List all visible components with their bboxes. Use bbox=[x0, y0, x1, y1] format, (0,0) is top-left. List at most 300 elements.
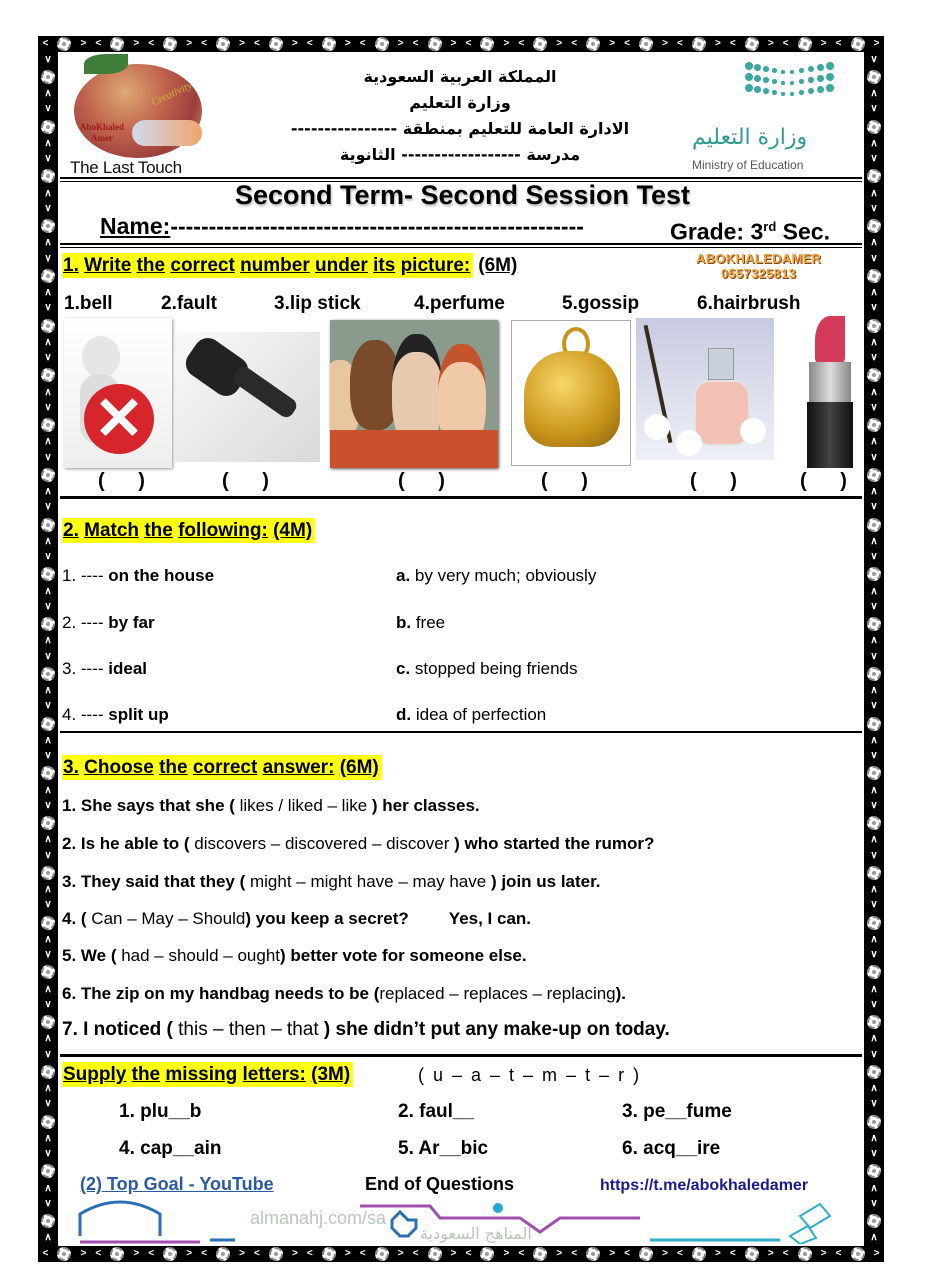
definition-letter: a. bbox=[396, 566, 411, 585]
heading-word: Write bbox=[84, 255, 132, 276]
missing-letters-item-4[interactable]: 4. cap__ain bbox=[119, 1138, 222, 1159]
chevron-ornament-icon: ∧ bbox=[870, 983, 878, 995]
flower-ornament-icon bbox=[867, 1115, 881, 1129]
flower-ornament-icon bbox=[867, 120, 881, 134]
chevron-ornament-icon: ∧ bbox=[870, 1182, 878, 1194]
answer-blank-3[interactable]: ( ) bbox=[398, 470, 459, 492]
answer-options[interactable]: replaced – replaces – replacing bbox=[379, 984, 616, 1003]
chevron-ornament-icon: > bbox=[820, 1248, 827, 1259]
chevron-ornament-icon: < bbox=[95, 1248, 102, 1259]
chevron-ornament-icon: > bbox=[450, 1248, 457, 1259]
question-1 bbox=[62, 795, 480, 816]
flower-ornament-icon bbox=[41, 816, 55, 830]
chevron-ornament-icon: ∧ bbox=[44, 1232, 52, 1244]
logo-tagline: The Last Touch bbox=[70, 158, 182, 177]
flower-ornament-icon bbox=[867, 319, 881, 333]
chevron-ornament-icon: ∨ bbox=[870, 998, 878, 1010]
flower-ornament-icon bbox=[867, 418, 881, 432]
question-text: 3. They said that they ( bbox=[62, 872, 246, 891]
heading-word: Choose bbox=[84, 757, 154, 778]
chevron-ornament-icon: ∨ bbox=[44, 1148, 52, 1160]
flower-ornament-icon bbox=[41, 518, 55, 532]
site-watermark: almanahj.com/sa bbox=[250, 1208, 387, 1228]
chevron-ornament-icon: ∧ bbox=[44, 486, 52, 498]
chevron-ornament-icon: ∨ bbox=[870, 650, 878, 662]
heading-word: Supply bbox=[63, 1064, 127, 1085]
sample-answer: Yes, I can. bbox=[448, 909, 532, 928]
chevron-ornament-icon: < bbox=[412, 1248, 419, 1259]
chevron-ornament-icon: ∨ bbox=[44, 53, 52, 65]
definition-text: stopped being friends bbox=[410, 659, 578, 678]
question-text: ) her classes. bbox=[371, 796, 480, 815]
chevron-ornament-icon: < bbox=[782, 38, 789, 49]
chevron-ornament-icon: > bbox=[133, 38, 140, 49]
flower-ornament-icon bbox=[41, 916, 55, 930]
flower-ornament-icon bbox=[867, 518, 881, 532]
site-watermark-arabic: المناهج السعودية bbox=[420, 1224, 532, 1243]
heading-word: Match bbox=[84, 520, 140, 541]
flower-ornament-icon bbox=[41, 667, 55, 681]
chevron-ornament-icon: ∧ bbox=[44, 88, 52, 100]
gossip-picture bbox=[330, 320, 498, 468]
chevron-ornament-icon: ∨ bbox=[870, 899, 878, 911]
perfume-cap-icon bbox=[708, 348, 734, 380]
chevron-ornament-icon: ∨ bbox=[870, 153, 878, 165]
chevron-ornament-icon: ∨ bbox=[870, 302, 878, 314]
answer-options[interactable]: Can – May – Should bbox=[86, 909, 246, 928]
heading-word: 3. bbox=[63, 757, 79, 778]
ministry-dot-icon bbox=[781, 81, 785, 85]
chevron-ornament-icon: ∧ bbox=[870, 137, 878, 149]
question-text: ) join us later. bbox=[490, 872, 601, 891]
match-term-num: 1. ---- bbox=[62, 566, 104, 585]
flower-ornament-icon bbox=[798, 1247, 812, 1261]
chevron-ornament-icon: ∨ bbox=[44, 1197, 52, 1209]
chevron-ornament-icon: ∨ bbox=[44, 949, 52, 961]
chevron-ornament-icon: ∧ bbox=[870, 88, 878, 100]
chevron-ornament-icon: ∨ bbox=[870, 949, 878, 961]
ministry-dots-icon bbox=[745, 62, 835, 112]
question-text: ) better vote for someone else. bbox=[280, 946, 527, 965]
chevron-ornament-icon: < bbox=[624, 1248, 630, 1259]
chevron-ornament-icon: > bbox=[715, 38, 721, 49]
diamond-ornament-icon bbox=[790, 1204, 830, 1244]
match-term-num: 2. ---- bbox=[62, 613, 104, 632]
flower-ornament-icon bbox=[867, 667, 881, 681]
flower-ornament-icon bbox=[533, 1247, 547, 1261]
flower-ornament-icon bbox=[41, 468, 55, 482]
flower-ornament-icon bbox=[41, 1015, 55, 1029]
chevron-ornament-icon: ∧ bbox=[870, 535, 878, 547]
letters-pool: ( u – a – t – m – t – r ) bbox=[418, 1065, 642, 1085]
question-text: 1. She says that she ( bbox=[62, 796, 235, 815]
chevron-ornament-icon: > bbox=[715, 1248, 721, 1259]
chevron-ornament-icon: ∧ bbox=[870, 1232, 878, 1244]
leaf-icon bbox=[84, 54, 128, 74]
chevron-ornament-icon: ∨ bbox=[870, 352, 878, 364]
section2-divider bbox=[60, 731, 862, 733]
flower-ornament-icon bbox=[41, 1164, 55, 1178]
chevron-ornament-icon: ∨ bbox=[870, 202, 878, 214]
flower-ornament-icon bbox=[639, 37, 653, 51]
chevron-ornament-icon: ∨ bbox=[44, 153, 52, 165]
flower-ornament-icon bbox=[41, 1115, 55, 1129]
chevron-ornament-icon: < bbox=[95, 38, 102, 49]
chevron-ornament-icon: < bbox=[624, 38, 630, 49]
chevron-ornament-icon: ∨ bbox=[44, 600, 52, 612]
chevron-ornament-icon: > bbox=[873, 38, 880, 49]
chevron-ornament-icon: ∨ bbox=[870, 1197, 878, 1209]
star-ornament-icon bbox=[392, 1212, 416, 1236]
word-bell: 1.bell bbox=[64, 293, 113, 314]
section4-heading bbox=[62, 1063, 353, 1087]
question-text: ) you keep a secret? bbox=[245, 909, 409, 928]
heading-word: under bbox=[315, 255, 368, 276]
flower-ornament-icon bbox=[110, 1247, 124, 1261]
flower-ornament-icon bbox=[375, 37, 389, 51]
chevron-ornament-icon: > bbox=[873, 1248, 880, 1259]
flower-ornament-icon bbox=[41, 70, 55, 84]
match-definition-b bbox=[396, 613, 445, 633]
flower-ornament-icon bbox=[269, 1247, 283, 1261]
chevron-ornament-icon: > bbox=[767, 1248, 774, 1259]
section1-heading bbox=[62, 254, 517, 278]
flower-ornament-icon bbox=[322, 37, 336, 51]
chevron-ornament-icon: > bbox=[186, 1248, 193, 1259]
question-text: ) she didn’t put any make-up on today. bbox=[323, 1019, 670, 1040]
chevron-ornament-icon: ∧ bbox=[870, 187, 878, 199]
chevron-ornament-icon: ∨ bbox=[44, 551, 52, 563]
ministry-arabic-name: وزارة التعليم bbox=[692, 125, 808, 150]
question-4 bbox=[62, 908, 531, 929]
chevron-ornament-icon: ∨ bbox=[44, 650, 52, 662]
bell-picture bbox=[511, 320, 631, 466]
chevron-ornament-icon: ∨ bbox=[44, 352, 52, 364]
chevron-ornament-icon: ∧ bbox=[44, 884, 52, 896]
arabic-header-kingdom: المملكة العربية السعودية bbox=[363, 67, 557, 86]
section3-marks: (6M) bbox=[339, 757, 379, 778]
missing-letters-item-1[interactable]: 1. plu__b bbox=[119, 1101, 202, 1122]
flower-ornament-icon bbox=[692, 37, 706, 51]
chevron-ornament-icon: ∧ bbox=[44, 585, 52, 597]
chevron-ornament-icon: ∧ bbox=[44, 834, 52, 846]
answer-options[interactable]: discovers – discovered – discover bbox=[189, 834, 455, 853]
answer-options[interactable]: likes / liked – like bbox=[234, 796, 372, 815]
author-watermark bbox=[696, 251, 821, 281]
chevron-ornament-icon: > bbox=[292, 38, 298, 49]
flower-ornament-icon bbox=[867, 468, 881, 482]
ministry-dot-icon bbox=[817, 75, 824, 82]
flower-ornament-icon bbox=[798, 37, 812, 51]
ministry-dot-icon bbox=[781, 70, 785, 74]
grade-sup: rd bbox=[763, 219, 777, 234]
answer-blank-2[interactable]: ( ) bbox=[222, 470, 283, 492]
flower-ornament-icon bbox=[163, 37, 177, 51]
chevron-ornament-icon: ∧ bbox=[44, 187, 52, 199]
section2-marks: (4M) bbox=[273, 520, 313, 541]
flower-ornament-icon bbox=[428, 1247, 442, 1261]
word-list bbox=[64, 293, 864, 317]
heading-word: the bbox=[144, 520, 173, 541]
heading-word: correct bbox=[192, 757, 258, 778]
arabic-header-ministry: وزارة التعليم bbox=[409, 93, 511, 112]
fault-picture bbox=[64, 318, 172, 468]
chevron-ornament-icon: > bbox=[556, 38, 563, 49]
flower-ornament-icon bbox=[110, 37, 124, 51]
definition-letter: d. bbox=[396, 705, 412, 724]
chevron-ornament-icon: > bbox=[133, 1248, 140, 1259]
chevron-ornament-icon: > bbox=[609, 38, 616, 49]
chevron-ornament-icon: ∧ bbox=[44, 635, 52, 647]
flower-ornament-icon bbox=[867, 816, 881, 830]
section3-heading-highlight bbox=[62, 755, 382, 780]
answer-blank-1[interactable]: ( ) bbox=[98, 470, 159, 492]
word-gossip: 5.gossip bbox=[562, 293, 640, 314]
perfume-picture bbox=[636, 318, 774, 460]
flower-ornament-icon bbox=[867, 1214, 881, 1228]
answer-options[interactable]: this – then – that bbox=[172, 1019, 324, 1040]
grade-label bbox=[666, 213, 830, 246]
flower-ornament-icon bbox=[867, 965, 881, 979]
chevron-ornament-icon: ∨ bbox=[44, 1048, 52, 1060]
chevron-ornament-icon: < bbox=[465, 1248, 472, 1259]
flower-ornament-icon bbox=[745, 1247, 759, 1261]
heading-word: missing bbox=[165, 1064, 238, 1085]
missing-letters-item-2[interactable]: 2. faul__ bbox=[398, 1101, 475, 1122]
chevron-ornament-icon: ∧ bbox=[870, 933, 878, 945]
answer-blank-4[interactable]: ( ) bbox=[541, 470, 602, 492]
chevron-ornament-icon: > bbox=[344, 38, 351, 49]
chevron-ornament-icon: ∧ bbox=[44, 734, 52, 746]
chevron-ornament-icon: ∨ bbox=[44, 799, 52, 811]
missing-letters-item-6[interactable]: 6. acq__ire bbox=[622, 1138, 721, 1159]
flower-ornament-icon bbox=[216, 1247, 230, 1261]
chevron-ornament-icon: ∨ bbox=[44, 1098, 52, 1110]
border-right-ornament bbox=[864, 52, 884, 1246]
chevron-ornament-icon: > bbox=[609, 1248, 616, 1259]
arabic-header bbox=[250, 64, 670, 168]
logo-author-line1: AboKhaled bbox=[79, 122, 124, 132]
name-blank[interactable]: ------------------------------------------------------ bbox=[170, 213, 584, 239]
question-text: 7. I noticed ( bbox=[62, 1019, 173, 1040]
ministry-dot-icon bbox=[808, 88, 814, 94]
chevron-ornament-icon: < bbox=[412, 38, 419, 49]
question-text: 4. ( bbox=[62, 909, 87, 928]
chevron-ornament-icon: ∧ bbox=[870, 685, 878, 697]
bell-icon bbox=[524, 351, 620, 447]
chevron-ornament-icon: < bbox=[306, 38, 313, 49]
flower-ornament-icon bbox=[216, 37, 230, 51]
chevron-ornament-icon: > bbox=[503, 38, 510, 49]
chevron-ornament-icon: > bbox=[503, 1248, 510, 1259]
chevron-ornament-icon: < bbox=[201, 38, 207, 49]
chevron-ornament-icon: ∧ bbox=[870, 635, 878, 647]
flower-ornament-icon bbox=[41, 418, 55, 432]
heading-word: letters: bbox=[242, 1064, 306, 1085]
chevron-ornament-icon: > bbox=[397, 1248, 404, 1259]
arabic-header-administration: الادارة العامة للتعليم بمنطقة ---------------- bbox=[290, 119, 630, 138]
chevron-ornament-icon: < bbox=[782, 1248, 789, 1259]
arabic-header-school: مدرسة ------------------ الثانوية bbox=[339, 145, 581, 164]
flower-ornament-icon bbox=[41, 866, 55, 880]
chevron-ornament-icon: > bbox=[556, 1248, 563, 1259]
flower-ornament-icon bbox=[41, 269, 55, 283]
hand-icon bbox=[132, 120, 202, 146]
question-2 bbox=[62, 833, 654, 854]
youtube-link[interactable]: (2) Top Goal - YouTube bbox=[80, 1174, 274, 1194]
flower-ornament-icon bbox=[41, 1065, 55, 1079]
chevron-ornament-icon: < bbox=[677, 38, 683, 49]
chevron-ornament-icon: ∨ bbox=[870, 700, 878, 712]
chevron-ornament-icon: ∨ bbox=[870, 53, 878, 65]
chevron-ornament-icon: ∨ bbox=[44, 750, 52, 762]
match-term-1 bbox=[62, 566, 214, 586]
chevron-ornament-icon: ∨ bbox=[44, 451, 52, 463]
flower-ornament-icon bbox=[867, 916, 881, 930]
ministry-dot-icon bbox=[754, 86, 761, 93]
chevron-ornament-icon: ∨ bbox=[44, 252, 52, 264]
chevron-ornament-icon: ∨ bbox=[870, 451, 878, 463]
brush-handle-icon bbox=[231, 364, 300, 421]
heading-word: the bbox=[159, 757, 188, 778]
logo-creativity-text: Creativity bbox=[149, 79, 195, 109]
chevron-ornament-icon: > bbox=[820, 38, 827, 49]
match-term-3 bbox=[62, 659, 147, 679]
word-hairbrush: 6.hairbrush bbox=[697, 293, 801, 314]
flower-ornament-icon bbox=[867, 219, 881, 233]
flower-ornament-icon bbox=[867, 766, 881, 780]
flower-icon bbox=[740, 418, 766, 444]
definition-text: idea of perfection bbox=[411, 705, 547, 724]
ministry-dot-icon bbox=[826, 73, 834, 81]
ministry-english-name: Ministry of Education bbox=[692, 158, 804, 172]
chevron-ornament-icon: > bbox=[662, 38, 668, 49]
flower-ornament-icon bbox=[41, 965, 55, 979]
ministry-dot-icon bbox=[817, 86, 824, 93]
ministry-dot-icon bbox=[799, 68, 804, 73]
chevron-ornament-icon: ∨ bbox=[870, 551, 878, 563]
flower-ornament-icon bbox=[41, 319, 55, 333]
chevron-ornament-icon: > bbox=[239, 1248, 245, 1259]
flower-ornament-icon bbox=[867, 866, 881, 880]
chevron-ornament-icon: < bbox=[148, 38, 155, 49]
chevron-ornament-icon: ∨ bbox=[870, 1048, 878, 1060]
ministry-dot-icon bbox=[781, 92, 785, 96]
chevron-ornament-icon: ∧ bbox=[44, 237, 52, 249]
answer-blank-5[interactable]: ( ) bbox=[690, 470, 751, 492]
missing-letters-item-3[interactable]: 3. pe__fume bbox=[622, 1101, 732, 1122]
section1-divider bbox=[60, 496, 862, 499]
flower-ornament-icon bbox=[480, 37, 494, 51]
flower-ornament-icon bbox=[745, 37, 759, 51]
chevron-ornament-icon: ∧ bbox=[44, 386, 52, 398]
chevron-ornament-icon: ∧ bbox=[870, 237, 878, 249]
chevron-ornament-icon: < bbox=[148, 1248, 155, 1259]
section1-marks: (6M) bbox=[478, 255, 518, 276]
answer-options[interactable]: might – might have – may have bbox=[245, 872, 491, 891]
ministry-dot-icon bbox=[754, 75, 761, 82]
chevron-ornament-icon: ∨ bbox=[44, 302, 52, 314]
chevron-ornament-icon: ∧ bbox=[870, 884, 878, 896]
flower-ornament-icon bbox=[867, 368, 881, 382]
chevron-ornament-icon: ∨ bbox=[870, 600, 878, 612]
answer-blank-6[interactable]: ( ) bbox=[800, 470, 861, 492]
flower-ornament-icon bbox=[867, 567, 881, 581]
chevron-ornament-icon: ∨ bbox=[44, 103, 52, 115]
ministry-dot-icon bbox=[808, 66, 814, 72]
red-x-icon: ✕ bbox=[84, 384, 154, 454]
flower-ornament-icon bbox=[428, 37, 442, 51]
chevron-ornament-icon: ∧ bbox=[870, 1083, 878, 1095]
word-lipstick: 3.lip stick bbox=[274, 293, 361, 314]
chevron-ornament-icon: ∧ bbox=[44, 287, 52, 299]
match-definition-c bbox=[396, 659, 577, 679]
answer-options[interactable]: had – should – ought bbox=[116, 946, 281, 965]
flower-ornament-icon bbox=[851, 37, 865, 51]
chevron-ornament-icon: ∧ bbox=[870, 1132, 878, 1144]
flower-ornament-icon bbox=[41, 567, 55, 581]
chevron-ornament-icon: > bbox=[292, 1248, 298, 1259]
ministry-dot-icon bbox=[799, 90, 804, 95]
border-left-ornament bbox=[38, 52, 58, 1246]
flower-ornament-icon bbox=[41, 368, 55, 382]
question-text: 6. The zip on my handbag needs to be ( bbox=[62, 984, 380, 1003]
question-5 bbox=[62, 945, 527, 966]
border-top-ornament bbox=[38, 36, 884, 52]
match-term-text: on the house bbox=[103, 566, 215, 585]
dot-ornament-icon bbox=[493, 1203, 503, 1213]
chevron-ornament-icon: ∧ bbox=[44, 1083, 52, 1095]
missing-letters-item-5[interactable]: 5. Ar__bic bbox=[398, 1138, 489, 1159]
flower-ornament-icon bbox=[867, 1015, 881, 1029]
ministry-logo bbox=[690, 58, 830, 176]
ministry-dot-icon bbox=[772, 68, 777, 73]
lipstick-sleeve-icon bbox=[809, 362, 851, 402]
chevron-ornament-icon: ∨ bbox=[870, 750, 878, 762]
question-6 bbox=[62, 983, 626, 1004]
logo-author-name bbox=[74, 122, 130, 144]
chevron-ornament-icon: ∧ bbox=[870, 834, 878, 846]
ministry-dot-icon bbox=[745, 73, 753, 81]
chevron-ornament-icon: ∧ bbox=[44, 784, 52, 796]
ministry-dot-icon bbox=[790, 92, 794, 96]
chevron-ornament-icon: < bbox=[571, 1248, 578, 1259]
flower-ornament-icon bbox=[586, 1247, 600, 1261]
definition-letter: b. bbox=[396, 613, 412, 632]
chevron-ornament-icon: < bbox=[835, 38, 842, 49]
chevron-ornament-icon: ∧ bbox=[44, 137, 52, 149]
lipstick-tip-icon bbox=[815, 316, 845, 364]
chevron-ornament-icon: ∨ bbox=[44, 998, 52, 1010]
heading-word: correct bbox=[170, 255, 235, 276]
chevron-ornament-icon: ∨ bbox=[870, 501, 878, 513]
word-perfume: 4.perfume bbox=[414, 293, 505, 314]
ministry-dot-icon bbox=[790, 70, 794, 74]
chevron-ornament-icon: < bbox=[306, 1248, 313, 1259]
flower-ornament-icon bbox=[533, 37, 547, 51]
heading-word: its bbox=[373, 255, 396, 276]
chevron-ornament-icon: ∧ bbox=[44, 1132, 52, 1144]
flower-icon bbox=[676, 430, 702, 456]
section2-heading bbox=[62, 519, 315, 543]
chevron-ornament-icon: > bbox=[186, 38, 193, 49]
ministry-dot-icon bbox=[772, 90, 777, 95]
telegram-link[interactable]: https://t.me/abokhaledamer bbox=[600, 1177, 809, 1194]
ministry-dot-icon bbox=[817, 64, 824, 71]
chevron-ornament-icon: > bbox=[344, 1248, 351, 1259]
flower-ornament-icon bbox=[41, 1214, 55, 1228]
ministry-dot-icon bbox=[754, 64, 761, 71]
